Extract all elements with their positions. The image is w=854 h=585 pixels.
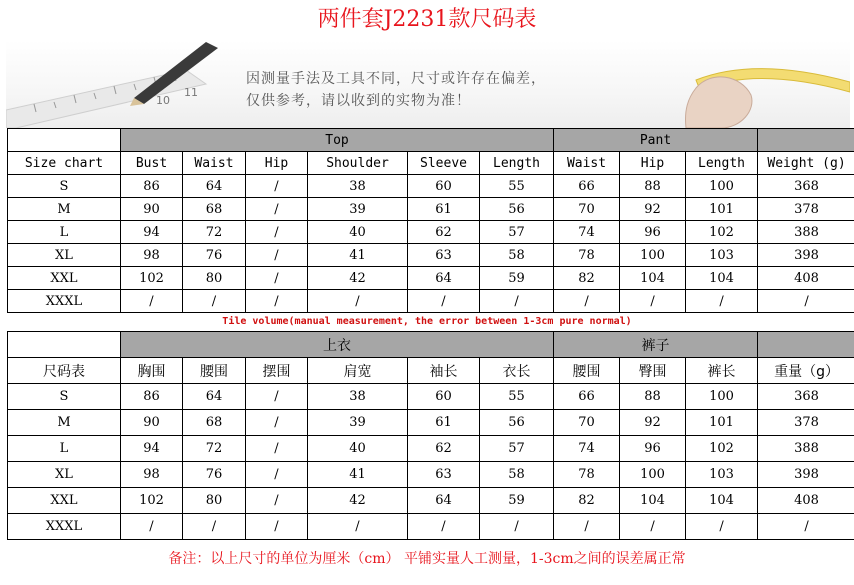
measurement-cell: 82 bbox=[554, 488, 620, 514]
measurement-cell: 98 bbox=[121, 244, 183, 267]
measurement-cell: 57 bbox=[480, 221, 554, 244]
measurement-cell: 101 bbox=[686, 198, 758, 221]
measurement-cell: 408 bbox=[758, 488, 854, 514]
measurement-cell: / bbox=[408, 290, 480, 313]
measurement-cell: 82 bbox=[554, 267, 620, 290]
measurement-cell: 88 bbox=[620, 175, 686, 198]
group-top-header: 上衣 bbox=[121, 332, 554, 358]
measurement-cell: 41 bbox=[308, 244, 408, 267]
measurement-cell: 100 bbox=[620, 244, 686, 267]
measurement-cell: 40 bbox=[308, 221, 408, 244]
measurement-note-chinese: 备注：以上尺寸的单位为厘米（cm） 平铺实量人工测量，1-3cm之间的误差属正常 bbox=[168, 551, 686, 567]
measurement-cell: 72 bbox=[183, 221, 246, 244]
size-label-cell: XXL bbox=[8, 488, 121, 514]
measurement-cell: 408 bbox=[758, 267, 854, 290]
measurement-cell: 66 bbox=[554, 175, 620, 198]
measurement-cell: 41 bbox=[308, 462, 408, 488]
measurement-cell: 63 bbox=[408, 244, 480, 267]
corner-cell bbox=[8, 129, 121, 152]
measurement-cell: 96 bbox=[620, 221, 686, 244]
measurement-cell: 64 bbox=[408, 267, 480, 290]
measurement-cell: / bbox=[246, 410, 308, 436]
measurement-cell: / bbox=[480, 290, 554, 313]
group-header-row bbox=[8, 332, 854, 358]
measurement-cell: / bbox=[246, 436, 308, 462]
measurement-cell: 64 bbox=[183, 384, 246, 410]
measurement-note-english: Tile volume(manual measurement, the error between 1-3cm pure normal) bbox=[222, 316, 632, 327]
group-pant-header: 裤子 bbox=[554, 332, 758, 358]
column-header: 腰围 bbox=[183, 358, 246, 384]
measurement-cell: 42 bbox=[308, 488, 408, 514]
measurement-cell: / bbox=[183, 514, 246, 540]
column-header: Sleeve bbox=[408, 152, 480, 175]
measurement-cell: 74 bbox=[554, 436, 620, 462]
ruler-number-label: 11 bbox=[184, 86, 198, 99]
measurement-cell: 55 bbox=[480, 175, 554, 198]
measurement-cell: 368 bbox=[758, 175, 854, 198]
column-header-row bbox=[8, 152, 854, 175]
measurement-cell: 60 bbox=[408, 384, 480, 410]
measurement-cell: 57 bbox=[480, 436, 554, 462]
column-header: Weight (g) bbox=[758, 152, 854, 175]
column-header: Waist bbox=[183, 152, 246, 175]
measurement-cell: 62 bbox=[408, 221, 480, 244]
measurement-cell: 102 bbox=[686, 436, 758, 462]
size-chart-corner-label: 尺码表 bbox=[8, 358, 121, 384]
measurement-cell: 38 bbox=[308, 175, 408, 198]
group-top-header: Top bbox=[121, 129, 554, 152]
measurement-cell: 62 bbox=[408, 436, 480, 462]
measurement-cell: / bbox=[246, 462, 308, 488]
measurement-cell: 98 bbox=[121, 462, 183, 488]
measurement-cell: 368 bbox=[758, 384, 854, 410]
measurement-cell: 78 bbox=[554, 462, 620, 488]
measurement-cell: / bbox=[408, 514, 480, 540]
measurement-cell: 68 bbox=[183, 198, 246, 221]
size-label-cell: XL bbox=[8, 462, 121, 488]
column-header: Waist bbox=[554, 152, 620, 175]
measurement-cell: 86 bbox=[121, 384, 183, 410]
measurement-cell: / bbox=[758, 514, 854, 540]
measurement-cell: 74 bbox=[554, 221, 620, 244]
measurement-cell: 104 bbox=[686, 488, 758, 514]
group-pant-header: Pant bbox=[554, 129, 758, 152]
column-header: Length bbox=[480, 152, 554, 175]
measurement-cell: 56 bbox=[480, 198, 554, 221]
size-label-cell: M bbox=[8, 410, 121, 436]
measurement-cell: 92 bbox=[620, 198, 686, 221]
measurement-cell: 58 bbox=[480, 462, 554, 488]
measurement-cell: 94 bbox=[121, 436, 183, 462]
measurement-cell: 80 bbox=[183, 488, 246, 514]
group-header-row bbox=[8, 129, 854, 152]
measurement-cell: 103 bbox=[686, 244, 758, 267]
measurement-cell: / bbox=[308, 514, 408, 540]
measurement-cell: 102 bbox=[686, 221, 758, 244]
measurement-banner bbox=[6, 40, 850, 128]
column-header: 裤长 bbox=[686, 358, 758, 384]
size-chart-english bbox=[7, 128, 854, 313]
measurement-cell: / bbox=[121, 290, 183, 313]
measurement-cell: 398 bbox=[758, 244, 854, 267]
table-row bbox=[8, 462, 854, 488]
measurement-cell: 55 bbox=[480, 384, 554, 410]
measurement-cell: 102 bbox=[121, 488, 183, 514]
size-chart-chinese bbox=[7, 331, 854, 540]
measurement-cell: / bbox=[308, 290, 408, 313]
measurement-cell: 64 bbox=[183, 175, 246, 198]
measurement-cell: 63 bbox=[408, 462, 480, 488]
banner-disclaimer-line-2: 仅供参考，请以收到的实物为准！ bbox=[246, 93, 471, 109]
measurement-cell: 88 bbox=[620, 384, 686, 410]
size-label-cell: XXL bbox=[8, 267, 121, 290]
measurement-cell: / bbox=[246, 488, 308, 514]
measurement-cell: 103 bbox=[686, 462, 758, 488]
column-header: Hip bbox=[620, 152, 686, 175]
measurement-cell: 42 bbox=[308, 267, 408, 290]
column-header: Length bbox=[686, 152, 758, 175]
table-row bbox=[8, 384, 854, 410]
measurement-cell: / bbox=[620, 290, 686, 313]
table-row bbox=[8, 290, 854, 313]
measurement-cell: 61 bbox=[408, 198, 480, 221]
table-row bbox=[8, 244, 854, 267]
column-header: 袖长 bbox=[408, 358, 480, 384]
group-blank-cell bbox=[758, 129, 854, 152]
banner-disclaimer-line-1: 因测量手法及工具不同，尺寸或许存在偏差， bbox=[246, 71, 546, 87]
measurement-cell: 86 bbox=[121, 175, 183, 198]
measurement-cell: 378 bbox=[758, 198, 854, 221]
measurement-cell: 58 bbox=[480, 244, 554, 267]
measurement-cell: / bbox=[246, 290, 308, 313]
measurement-cell: 59 bbox=[480, 267, 554, 290]
measurement-cell: 40 bbox=[308, 436, 408, 462]
size-label-cell: L bbox=[8, 436, 121, 462]
table-row bbox=[8, 436, 854, 462]
size-label-cell: M bbox=[8, 198, 121, 221]
table-row bbox=[8, 175, 854, 198]
table-row bbox=[8, 198, 854, 221]
measurement-cell: / bbox=[246, 198, 308, 221]
measurement-cell: 70 bbox=[554, 410, 620, 436]
measurement-cell: 92 bbox=[620, 410, 686, 436]
column-header: Hip bbox=[246, 152, 308, 175]
column-header: 腰围 bbox=[554, 358, 620, 384]
measurement-cell: 100 bbox=[686, 175, 758, 198]
measurement-cell: 378 bbox=[758, 410, 854, 436]
measurement-cell: / bbox=[183, 290, 246, 313]
column-header: 摆围 bbox=[246, 358, 308, 384]
measurement-cell: 104 bbox=[686, 267, 758, 290]
table-row bbox=[8, 221, 854, 244]
measurement-cell: / bbox=[554, 290, 620, 313]
measurement-cell: 39 bbox=[308, 410, 408, 436]
measurement-cell: 68 bbox=[183, 410, 246, 436]
measurement-cell: 104 bbox=[620, 488, 686, 514]
page-title: 两件套J2231款尺码表 bbox=[317, 7, 537, 32]
measurement-cell: 72 bbox=[183, 436, 246, 462]
measurement-cell: / bbox=[121, 514, 183, 540]
measurement-cell: 100 bbox=[620, 462, 686, 488]
size-label-cell: L bbox=[8, 221, 121, 244]
measurement-cell: / bbox=[246, 221, 308, 244]
column-header: 衣长 bbox=[480, 358, 554, 384]
column-header: 臀围 bbox=[620, 358, 686, 384]
size-label-cell: XXXL bbox=[8, 514, 121, 540]
measurement-cell: 94 bbox=[121, 221, 183, 244]
group-blank-cell bbox=[758, 332, 854, 358]
column-header: Bust bbox=[121, 152, 183, 175]
column-header: Shoulder bbox=[308, 152, 408, 175]
size-label-cell: S bbox=[8, 175, 121, 198]
measurement-cell: 61 bbox=[408, 410, 480, 436]
measurement-cell: / bbox=[246, 175, 308, 198]
measurement-cell: / bbox=[246, 514, 308, 540]
measurement-cell: / bbox=[480, 514, 554, 540]
measurement-cell: / bbox=[758, 290, 854, 313]
table-row bbox=[8, 514, 854, 540]
measurement-cell: 76 bbox=[183, 244, 246, 267]
measurement-cell: 388 bbox=[758, 221, 854, 244]
measurement-cell: 101 bbox=[686, 410, 758, 436]
measurement-cell: / bbox=[554, 514, 620, 540]
measurement-cell: 76 bbox=[183, 462, 246, 488]
table-row bbox=[8, 267, 854, 290]
size-label-cell: XXXL bbox=[8, 290, 121, 313]
measurement-cell: 39 bbox=[308, 198, 408, 221]
measurement-cell: 388 bbox=[758, 436, 854, 462]
measurement-cell: 38 bbox=[308, 384, 408, 410]
measurement-cell: / bbox=[686, 290, 758, 313]
measurement-cell: 90 bbox=[121, 198, 183, 221]
measurement-cell: 398 bbox=[758, 462, 854, 488]
measurement-cell: 102 bbox=[121, 267, 183, 290]
column-header-row bbox=[8, 358, 854, 384]
corner-cell bbox=[8, 332, 121, 358]
measurement-cell: / bbox=[620, 514, 686, 540]
measurement-cell: 64 bbox=[408, 488, 480, 514]
size-label-cell: S bbox=[8, 384, 121, 410]
measurement-cell: 66 bbox=[554, 384, 620, 410]
measurement-cell: 78 bbox=[554, 244, 620, 267]
measurement-cell: / bbox=[686, 514, 758, 540]
measurement-cell: 104 bbox=[620, 267, 686, 290]
measurement-cell: / bbox=[246, 244, 308, 267]
size-chart-corner-label: Size chart bbox=[8, 152, 121, 175]
measurement-cell: / bbox=[246, 384, 308, 410]
ruler-number-label: 10 bbox=[156, 94, 170, 107]
size-label-cell: XL bbox=[8, 244, 121, 267]
measurement-cell: 56 bbox=[480, 410, 554, 436]
measurement-cell: 100 bbox=[686, 384, 758, 410]
column-header: 肩宽 bbox=[308, 358, 408, 384]
measurement-cell: 90 bbox=[121, 410, 183, 436]
measurement-cell: 59 bbox=[480, 488, 554, 514]
column-header: 重量（g） bbox=[758, 358, 854, 384]
measurement-cell: 70 bbox=[554, 198, 620, 221]
column-header: 胸围 bbox=[121, 358, 183, 384]
measurement-cell: 96 bbox=[620, 436, 686, 462]
table-row bbox=[8, 488, 854, 514]
measurement-cell: / bbox=[246, 267, 308, 290]
table-row bbox=[8, 410, 854, 436]
measurement-cell: 60 bbox=[408, 175, 480, 198]
measurement-cell: 80 bbox=[183, 267, 246, 290]
